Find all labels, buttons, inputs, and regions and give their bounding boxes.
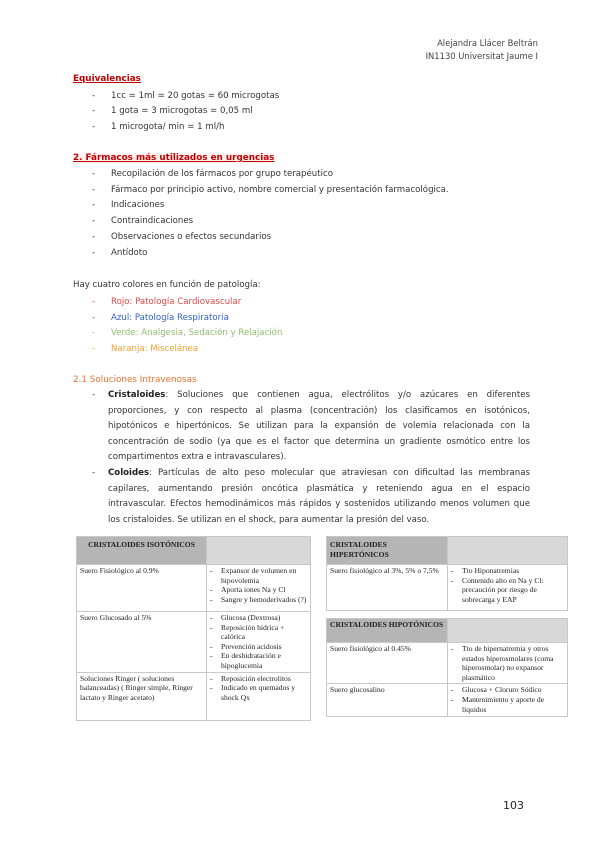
list-item: - 1cc = 1ml = 20 gotas = 60 microgotas <box>92 89 279 104</box>
list-item: - Observaciones o efectos secundarios <box>92 230 449 246</box>
cristaloides-text: : Soluciones que contienen agua, electrólitos y/o azúcares en diferentes proporciones, y con respecto al plasma (concentración) los clasificamos en isotónicos, hipotónicos e hipertónicos. Se utilizan para la expansión de volemia relacionada con la concentración de sodio (ya que es el factor que determina un gradiente osmótico entre los compartimentos extra e intravasculares). <box>108 390 530 463</box>
soluciones-title: 2.1 Soluciones Intravenosas <box>73 375 197 385</box>
row-items <box>448 684 568 717</box>
color-item-orange: - Naranja: Miscelánea <box>92 342 282 358</box>
row-items <box>207 672 311 720</box>
list-item: - Tto de hipernatremia y otros estados hiperosmolares (coma hiperosmolar) no expansor plasmático <box>451 644 564 682</box>
cristaloides-paragraph: - Cristaloides: Soluciones que contienen agua, electrólitos y/o azúcares en diferentes proporciones, y con respecto al plasma (concentración) los clasificamos en isotónicos, hipotónicos e hipertónicos. Se utilizan para la expansión de volemia relacionada con la concentración de sodio (ya que es el factor que determina un gradiente osmótico entre los compartimentos extra e intravasculares). <box>92 390 530 463</box>
equivalencias-title: Equivalencias <box>73 74 141 84</box>
list-item: - Reposición electrolitos <box>210 674 307 684</box>
list-item: - Contraindicaciones <box>92 214 449 230</box>
table-row <box>327 565 568 611</box>
colores-intro: Hay cuatro colores en función de patología: <box>73 280 261 290</box>
table-row <box>327 684 568 717</box>
list-item: - Glucosa (Dextrosa) <box>210 613 307 623</box>
row-items <box>448 565 568 611</box>
row-items <box>207 565 311 612</box>
list-item: - Antídoto <box>92 246 449 262</box>
list-item: - Indicado en quemados y shock Qx <box>210 683 307 702</box>
author-name: Alejandra Llácer Beltrán <box>437 38 538 48</box>
list-item: - 1 microgota/ min = 1 ml/h <box>92 120 279 135</box>
header-fill <box>448 619 568 643</box>
row-name: Suero glucosalino <box>327 684 448 717</box>
list-item: - Aporta iones Na y Cl <box>210 585 307 595</box>
page-number: 103 <box>503 799 524 812</box>
color-item-green: - Verde: Analgesia, Sedación y Relajación <box>92 326 282 342</box>
isotonicos-header: CRISTALOIDES ISOTÓNICOS <box>77 537 207 565</box>
list-item: - Prevención acidosis <box>210 642 307 652</box>
list-item: - Contenido alto en Na y Cl: precaución por riesgo de sobrecarga y EAP <box>451 576 564 605</box>
row-items <box>207 612 311 673</box>
colores-list <box>92 295 282 358</box>
table-gap <box>327 611 568 619</box>
cristaloides-term: Cristaloides <box>108 390 166 400</box>
row-name: Suero fisiológico al 3%, 5% o 7,5% <box>327 565 448 611</box>
list-item: - Recopilación de los fármacos por grupo terapéutico <box>92 167 449 183</box>
table-row <box>77 612 311 673</box>
row-name: Soluciones Ringer ( soluciones balanceadas) ( Ringer simple, Ringer lactato y Ringer acetato) <box>77 672 207 720</box>
list-item: - Expansor de volumen en hipovolemia <box>210 566 307 585</box>
list-item: - Tto Hiponatremias <box>451 566 564 576</box>
table-row <box>327 643 568 684</box>
list-item: - 1 gota = 3 microgotas = 0,05 ml <box>92 104 279 119</box>
header-fill <box>448 537 568 565</box>
hipotonicos-header: CRISTALOIDES HIPOTÓNICOS <box>327 619 448 643</box>
table-hiper-hipo <box>326 536 568 717</box>
table-isotonicos <box>76 536 311 721</box>
header-fill <box>207 537 311 565</box>
list-item: - Reposición hídrica + calórica <box>210 623 307 642</box>
list-item: - Indicaciones <box>92 198 449 214</box>
table-row <box>77 672 311 720</box>
page-header <box>426 37 538 62</box>
list-item: - En deshidratación e hipoglucemia <box>210 651 307 670</box>
row-name: Suero Fisiológico al 0.9% <box>77 565 207 612</box>
equivalencias-list <box>92 89 279 135</box>
list-item: - Fármaco por principio activo, nombre comercial y presentación farmacológica. <box>92 183 449 199</box>
table-row <box>77 565 311 612</box>
coloides-term: Coloides <box>108 468 150 478</box>
row-name: Suero fisiológico al 0.45% <box>327 643 448 684</box>
row-items <box>448 643 568 684</box>
color-item-red: - Rojo: Patología Cardiovascular <box>92 295 282 311</box>
coloides-paragraph: - Coloides: Partículas de alto peso molecular que atraviesan con dificultad las membranas capilares, aumentando presión oncótica plasmática y reteniendo agua en el espacio intravascular. Efectos hemodinámicos más rápidos y sostenidos utilizando menos volumen que los cristaloides. Se utilizan en el shock, para aumentar la presión del vaso. <box>92 468 530 525</box>
farmacos-list <box>92 167 449 261</box>
row-name: Suero Glucosado al 5% <box>77 612 207 673</box>
color-item-blue: - Azul: Patología Respiratoria <box>92 311 282 327</box>
course-name: IN1130 Universitat Jaume I <box>425 50 538 61</box>
hipertonicos-header: CRISTALOIDES HIPERTÓNICOS <box>327 537 448 565</box>
list-item: - Sangre y hemoderivados (?) <box>210 595 307 605</box>
list-item: - Glucosa + Cloruro Sódico <box>451 685 564 695</box>
farmacos-title: 2. Fármacos más utilizados en urgencias <box>73 153 275 163</box>
coloides-text: : Partículas de alto peso molecular que atraviesan con dificultad las membranas capilares, aumentando presión oncótica plasmática y reteniendo agua en el espacio intravascular. Efectos hemodinámicos más rápidos y sostenidos utilizando menos volumen que los cristaloides. Se utilizan en el shock, para aumentar la presión del vaso. <box>108 468 530 525</box>
list-item: - Mantenimiento y aporte de líquidos <box>451 695 564 714</box>
